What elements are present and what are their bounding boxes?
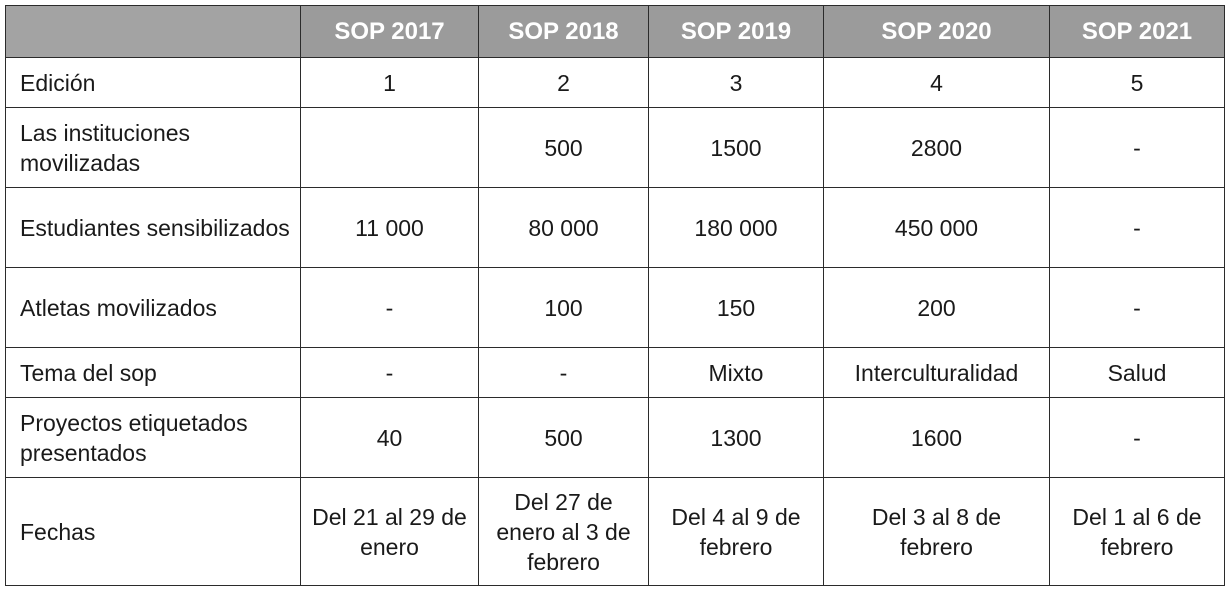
header-corner-cell: [6, 6, 301, 58]
table-row-proyectos: [6, 398, 1225, 478]
table-cell: 5: [1050, 58, 1225, 108]
table-cell: 100: [479, 268, 649, 348]
table-cell: -: [301, 348, 479, 398]
table-cell: Del 27 de enero al 3 de febrero: [479, 478, 649, 586]
sop-table: [5, 5, 1225, 586]
table-row-estudiantes: [6, 188, 1225, 268]
table-cell: 3: [649, 58, 824, 108]
table-cell: 40: [301, 398, 479, 478]
table-cell: [301, 108, 479, 188]
table-cell: Del 3 al 8 de febrero: [824, 478, 1050, 586]
header-sop-2019: SOP 2019: [649, 6, 824, 58]
header-sop-2021: SOP 2021: [1050, 6, 1225, 58]
table-cell: 500: [479, 398, 649, 478]
table-row-tema: [6, 348, 1225, 398]
table-cell: 450 000: [824, 188, 1050, 268]
row-label: Tema del sop: [6, 348, 301, 398]
table-cell: Del 1 al 6 de febrero: [1050, 478, 1225, 586]
table-row-instituciones: [6, 108, 1225, 188]
table-cell: 1500: [649, 108, 824, 188]
header-sop-2018: SOP 2018: [479, 6, 649, 58]
table-cell: Mixto: [649, 348, 824, 398]
table-cell: 180 000: [649, 188, 824, 268]
table-cell: 2800: [824, 108, 1050, 188]
table-cell: 150: [649, 268, 824, 348]
table-cell: -: [1050, 188, 1225, 268]
table-cell: Del 21 al 29 de enero: [301, 478, 479, 586]
table-cell: 80 000: [479, 188, 649, 268]
table-row-atletas: [6, 268, 1225, 348]
row-label: Las instituciones movilizadas: [6, 108, 301, 188]
table-cell: 11 000: [301, 188, 479, 268]
table-cell: 1: [301, 58, 479, 108]
table-cell: 4: [824, 58, 1050, 108]
row-label: Proyectos etiquetados presentados: [6, 398, 301, 478]
table-cell: -: [301, 268, 479, 348]
header-sop-2020: SOP 2020: [824, 6, 1050, 58]
row-label: Fechas: [6, 478, 301, 586]
table-cell: Del 4 al 9 de febrero: [649, 478, 824, 586]
table-row-fechas: [6, 478, 1225, 586]
row-label: Edición: [6, 58, 301, 108]
table-cell: 1600: [824, 398, 1050, 478]
header-row: [6, 6, 1225, 58]
table-cell: Salud: [1050, 348, 1225, 398]
table-cell: Interculturalidad: [824, 348, 1050, 398]
table-cell: 200: [824, 268, 1050, 348]
table-cell: -: [1050, 268, 1225, 348]
table-cell: 1300: [649, 398, 824, 478]
row-label: Estudiantes sensibilizados: [6, 188, 301, 268]
table-cell: 500: [479, 108, 649, 188]
table-cell: -: [1050, 398, 1225, 478]
table-cell: -: [479, 348, 649, 398]
header-sop-2017: SOP 2017: [301, 6, 479, 58]
table-row-edicion: [6, 58, 1225, 108]
row-label: Atletas movilizados: [6, 268, 301, 348]
table-cell: 2: [479, 58, 649, 108]
table-cell: -: [1050, 108, 1225, 188]
